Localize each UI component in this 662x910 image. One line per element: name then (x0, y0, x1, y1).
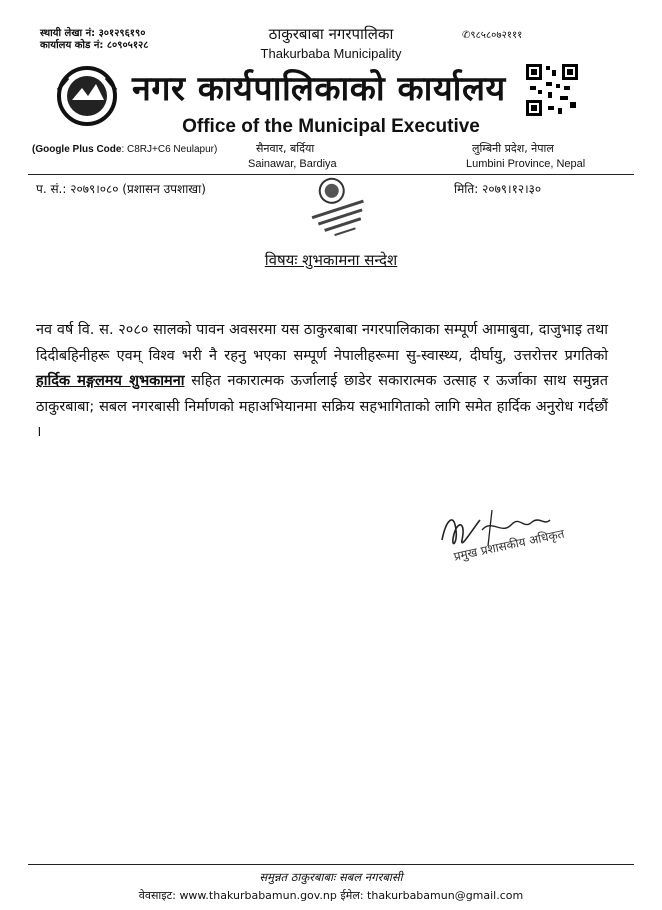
letter-body (36, 318, 608, 446)
google-plus-code-label: (Google Plus Code (32, 144, 122, 155)
province-np: लुम्बिनी प्रदेश, नेपाल (472, 142, 554, 155)
website-label: वेवसाइट: (138, 889, 180, 902)
location-en: Sainawar, Bardiya (248, 158, 337, 170)
officer-title: प्रमुख प्रशासकीय अधिकृत (452, 526, 566, 564)
website-link[interactable]: www.thakurbabamun.gov.np (179, 889, 337, 902)
google-plus-code (32, 144, 217, 156)
province-en: Lumbini Province, Nepal (466, 158, 586, 170)
office-seal-icon (296, 166, 378, 248)
municipality-name-en: Thakurbaba Municipality (260, 46, 402, 61)
letter-body-part2: सहित नकारात्मक ऊर्जालाई छाडेर सकारात्मक उत्साह र ऊर्जाका साथ समुन्नत ठाकुरबाबा; सबल नगरबासी निर्माणको महाअभियानमा सक्रिय सहभागिताको लागि समेत हार्दिक अनुरोध गर्दछौं । (36, 373, 608, 441)
google-plus-code-value: : C8RJ+C6 Neulapur) (121, 144, 218, 155)
office-code: कार्यालय कोड नं: ८०९०५१२८ (40, 40, 149, 51)
email-link[interactable]: thakurbabamun@gmail.com (367, 889, 524, 902)
qr-code-icon (524, 62, 580, 118)
footer-slogan: समुन्नत ठाकुरबाबाः सबल नगरबासी (259, 870, 403, 884)
permanent-account-number: स्थायी लेखा नं: ३०१२९६१९० (40, 28, 146, 39)
footer-contact (0, 888, 662, 903)
letter-subject (0, 250, 662, 270)
letter-subject-text: विषयः शुभकामना सन्देश (264, 251, 398, 269)
location-np: सैनवार, बर्दिया (256, 142, 315, 155)
municipality-name-np: ठाकुरबाबा नगरपालिका (268, 25, 394, 43)
letter-date: मिति: २०७९।१२।३० (454, 182, 542, 196)
phone-number: ✆९८५८०७२१११ (462, 30, 523, 41)
email-label: ईमेल: (336, 889, 368, 902)
office-title-en: Office of the Municipal Executive (182, 116, 480, 137)
letter-body-part1: नव वर्ष वि. स. २०८० सालको पावन अवसरमा यस ठाकुरबाबा नगरपालिकाका सम्पूर्ण आमाबुवा, दाजुभाइ तथा दिदीबहिनीहरू एवम् विश्व भरी नै रहनु भएका सम्पूर्ण नेपालीहरूमा सु-स्वास्थ्य, दीर्घायु, उत्तरोत्तर प्रगतिको (36, 322, 608, 364)
office-title-np: नगर कार्यपालिकाको कार्यालय (132, 69, 506, 109)
reference-number: प. सं.: २०७९।०८० (प्रशासन उपशाखा) (36, 182, 206, 196)
letter-body-highlight: हार्दिक मङ्गलमय शुभकामना (36, 373, 185, 390)
footer-divider (28, 864, 634, 865)
